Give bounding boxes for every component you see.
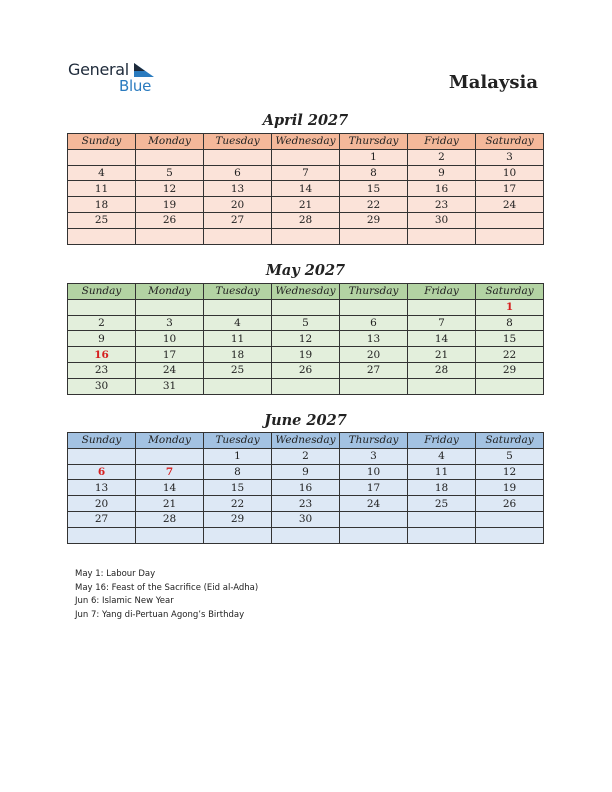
weekday-header-tuesday: Tuesday [204,284,272,300]
week-row [68,511,544,527]
day-cell: 26 [136,212,204,228]
country-title: Malaysia [448,72,538,93]
empty-day-cell [136,228,204,244]
holiday-note: Jun 6: Islamic New Year [75,596,174,606]
month-title-april: April 2027 [262,112,349,129]
day-cell: 24 [476,197,544,213]
day-cell: 26 [476,496,544,512]
day-cell: 18 [68,197,136,213]
day-cell: 21 [272,197,340,213]
week-row [68,480,544,496]
day-cell: 13 [204,181,272,197]
calendar-may [67,283,544,395]
day-cell: 21 [408,347,476,363]
holiday-note: May 16: Feast of the Sacrifice (Eid al-Adha) [75,582,259,593]
week-row [68,181,544,197]
empty-day-cell [272,527,340,543]
day-cell: 19 [136,197,204,213]
day-cell: 28 [136,511,204,527]
empty-day-cell [136,448,204,464]
week-row [68,448,544,464]
day-cell: 17 [136,347,204,363]
empty-day-cell [272,149,340,165]
day-cell: 25 [68,212,136,228]
empty-day-cell [408,299,476,315]
day-cell: 19 [272,347,340,363]
empty-day-cell [68,299,136,315]
empty-day-cell [408,228,476,244]
calendar-april [67,133,544,245]
day-cell: 22 [476,347,544,363]
weekday-header-monday: Monday [136,433,204,449]
day-cell: 5 [136,165,204,181]
logo-word-blue: Blue [119,77,151,95]
day-cell: 7 [408,315,476,331]
weekday-header-saturday: Saturday [476,134,544,150]
day-cell: 3 [476,149,544,165]
empty-day-cell [340,299,408,315]
day-cell: 24 [340,496,408,512]
day-cell: 10 [136,331,204,347]
empty-day-cell [272,378,340,394]
week-row [68,527,544,543]
week-row [68,212,544,228]
empty-day-cell [476,228,544,244]
generalblue-logo [68,60,168,96]
day-cell: 15 [340,181,408,197]
day-cell: 29 [204,511,272,527]
weekday-header-wednesday: Wednesday [272,134,340,150]
weekday-header-thursday: Thursday [340,433,408,449]
day-cell: 29 [476,362,544,378]
day-cell: 3 [136,315,204,331]
day-cell: 28 [272,212,340,228]
day-cell: 23 [408,197,476,213]
day-cell: 6 [340,315,408,331]
weekday-header-friday: Friday [408,284,476,300]
day-cell: 13 [68,480,136,496]
holiday-note: Jun 7: Yang di-Pertuan Agong’s Birthday [75,609,245,620]
day-cell: 1 [340,149,408,165]
day-cell: 13 [340,331,408,347]
day-cell: 17 [476,181,544,197]
day-cell: 12 [136,181,204,197]
day-cell: 3 [340,448,408,464]
day-cell: 20 [204,197,272,213]
calendar-june [67,432,544,544]
weekday-header-thursday: Thursday [340,134,408,150]
day-cell: 9 [272,464,340,480]
day-cell: 2 [68,315,136,331]
empty-day-cell [340,511,408,527]
day-cell: 21 [136,496,204,512]
empty-day-cell [476,378,544,394]
empty-day-cell [408,378,476,394]
day-cell: 19 [476,480,544,496]
day-cell: 6 [68,464,136,480]
day-cell: 9 [408,165,476,181]
empty-day-cell [476,511,544,527]
logo-triangle-icon [134,63,154,77]
day-cell: 27 [340,362,408,378]
day-cell: 2 [272,448,340,464]
empty-day-cell [408,511,476,527]
weekday-header-row [68,284,544,300]
week-row [68,464,544,480]
weekday-header-saturday: Saturday [476,284,544,300]
day-cell: 18 [408,480,476,496]
week-row [68,496,544,512]
day-cell: 12 [476,464,544,480]
day-cell: 4 [204,315,272,331]
day-cell: 5 [476,448,544,464]
day-cell: 7 [136,464,204,480]
day-cell: 7 [272,165,340,181]
empty-day-cell [204,378,272,394]
empty-day-cell [272,299,340,315]
empty-day-cell [204,149,272,165]
empty-day-cell [408,527,476,543]
day-cell: 30 [272,511,340,527]
empty-day-cell [476,527,544,543]
day-cell: 16 [408,181,476,197]
day-cell: 16 [68,347,136,363]
day-cell: 25 [204,362,272,378]
empty-day-cell [68,149,136,165]
empty-day-cell [68,228,136,244]
empty-day-cell [136,527,204,543]
day-cell: 23 [68,362,136,378]
week-row [68,149,544,165]
day-cell: 31 [136,378,204,394]
weekday-header-row [68,433,544,449]
weekday-header-wednesday: Wednesday [272,433,340,449]
day-cell: 22 [340,197,408,213]
weekday-header-monday: Monday [136,284,204,300]
day-cell: 15 [204,480,272,496]
logo-word-general: General [68,60,129,79]
day-cell: 2 [408,149,476,165]
day-cell: 1 [476,299,544,315]
day-cell: 8 [476,315,544,331]
weekday-header-thursday: Thursday [340,284,408,300]
day-cell: 23 [272,496,340,512]
empty-day-cell [340,527,408,543]
day-cell: 17 [340,480,408,496]
empty-day-cell [340,378,408,394]
week-row [68,347,544,363]
day-cell: 24 [136,362,204,378]
day-cell: 5 [272,315,340,331]
day-cell: 4 [68,165,136,181]
empty-day-cell [340,228,408,244]
day-cell: 1 [204,448,272,464]
holiday-note: May 1: Labour Day [75,569,156,579]
day-cell: 16 [272,480,340,496]
day-cell: 20 [340,347,408,363]
day-cell: 30 [408,212,476,228]
day-cell: 15 [476,331,544,347]
day-cell: 10 [476,165,544,181]
weekday-header-wednesday: Wednesday [272,284,340,300]
empty-day-cell [68,448,136,464]
empty-day-cell [272,228,340,244]
week-row [68,315,544,331]
empty-day-cell [136,149,204,165]
weekday-header-tuesday: Tuesday [204,134,272,150]
holiday-notes [75,568,258,622]
day-cell: 18 [204,347,272,363]
weekday-header-monday: Monday [136,134,204,150]
empty-day-cell [204,228,272,244]
day-cell: 11 [68,181,136,197]
week-row [68,197,544,213]
day-cell: 6 [204,165,272,181]
day-cell: 29 [340,212,408,228]
month-title-may: May 2027 [265,262,346,279]
empty-day-cell [476,212,544,228]
day-cell: 12 [272,331,340,347]
day-cell: 10 [340,464,408,480]
day-cell: 27 [204,212,272,228]
week-row [68,378,544,394]
day-cell: 11 [408,464,476,480]
empty-day-cell [204,527,272,543]
weekday-header-sunday: Sunday [68,284,136,300]
day-cell: 14 [136,480,204,496]
week-row [68,228,544,244]
day-cell: 28 [408,362,476,378]
day-cell: 4 [408,448,476,464]
weekday-header-tuesday: Tuesday [204,433,272,449]
day-cell: 14 [408,331,476,347]
week-row [68,299,544,315]
day-cell: 8 [340,165,408,181]
day-cell: 27 [68,511,136,527]
day-cell: 14 [272,181,340,197]
day-cell: 20 [68,496,136,512]
weekday-header-row [68,134,544,150]
day-cell: 30 [68,378,136,394]
empty-day-cell [136,299,204,315]
day-cell: 8 [204,464,272,480]
day-cell: 22 [204,496,272,512]
month-title-june: June 2027 [264,412,347,429]
weekday-header-friday: Friday [408,134,476,150]
week-row [68,362,544,378]
weekday-header-sunday: Sunday [68,134,136,150]
empty-day-cell [204,299,272,315]
weekday-header-sunday: Sunday [68,433,136,449]
week-row [68,331,544,347]
empty-day-cell [68,527,136,543]
week-row [68,165,544,181]
weekday-header-saturday: Saturday [476,433,544,449]
day-cell: 9 [68,331,136,347]
day-cell: 11 [204,331,272,347]
day-cell: 25 [408,496,476,512]
weekday-header-friday: Friday [408,433,476,449]
day-cell: 26 [272,362,340,378]
